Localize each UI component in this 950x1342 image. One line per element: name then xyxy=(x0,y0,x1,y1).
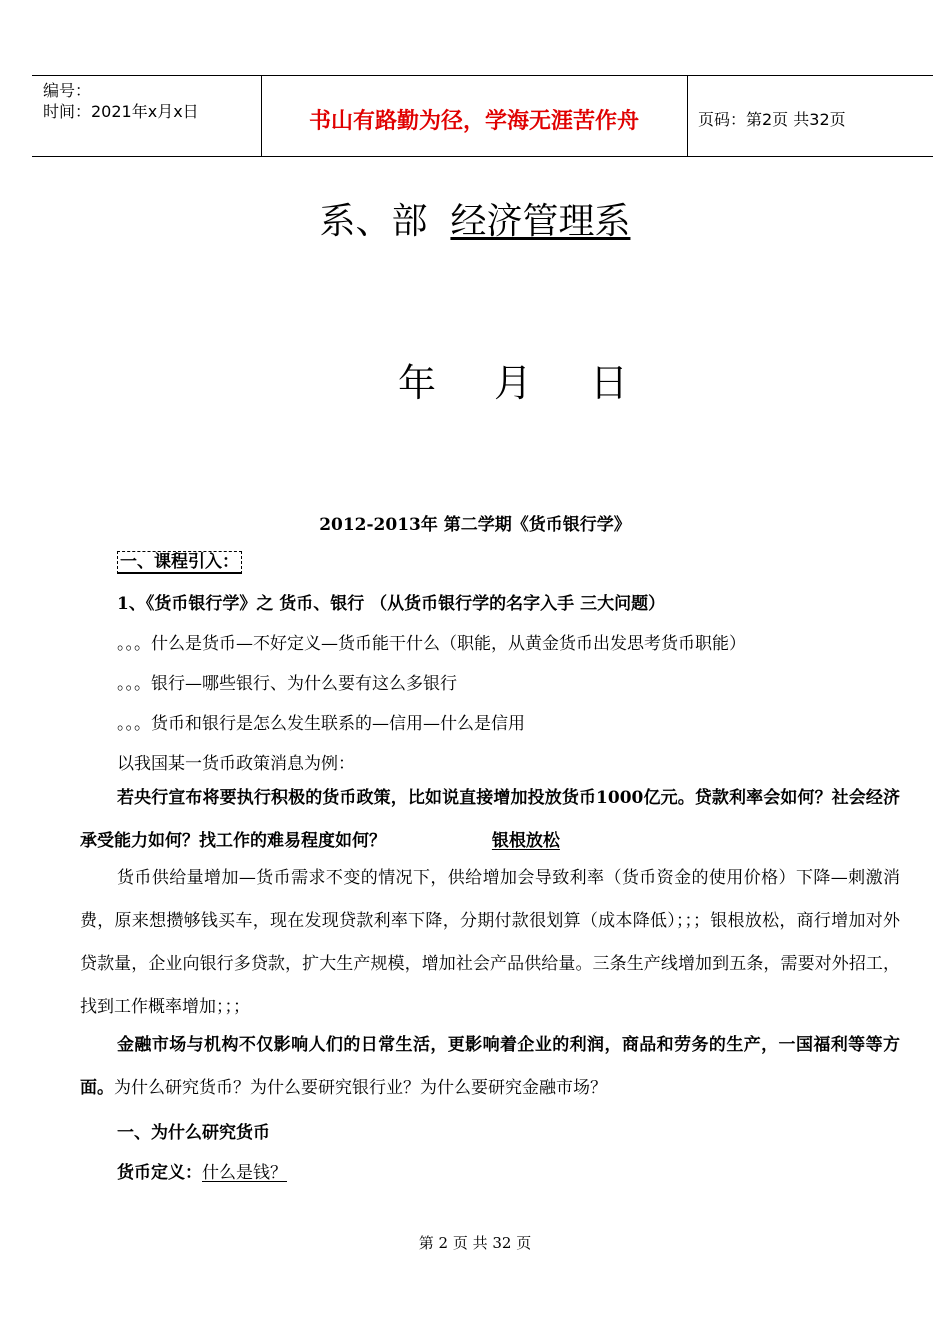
item-1: 1、《货币银行学》之 货币、银行 （从货币银行学的名字入手 三大问题） xyxy=(117,594,666,614)
date-month: 月 xyxy=(494,361,533,405)
money-definition-value: 什么是钱？ xyxy=(202,1163,287,1183)
header-table xyxy=(32,75,933,157)
question-3: 。。。货币和银行是怎么发生联系的—信用—什么是信用 xyxy=(117,714,525,734)
date-day: 日 xyxy=(590,361,629,405)
example-intro: 以我国某一货币政策消息为例： xyxy=(117,754,355,774)
finance-paragraph xyxy=(80,1024,900,1110)
question-1: 。。。什么是货币—不好定义—货币能干什么（职能，从黄金货币出发思考货币职能） xyxy=(117,634,746,654)
policy-tag: 银根放松 xyxy=(491,831,560,851)
question-2: 。。。银行—哪些银行、为什么要有这么多银行 xyxy=(117,674,457,694)
finance-bold-text: 金融市场与机构不仅影响人们的日常生活，更影响着企业的利润，商品和劳务的生产，一国福利等等方面。 xyxy=(80,1035,900,1098)
header-meta xyxy=(43,80,199,122)
department-prefix: 系、部 xyxy=(319,201,428,242)
explanation-paragraph: 货币供给量增加—货币需求不变的情况下，供给增加会导致利率（货币资金的使用价格）下降—刺激消费，原来想攒够钱买车，现在发现贷款利率下降，分期付款很划算（成本降低）；；；银根放松，商行增加对外贷款量，企业向银行多贷款，扩大生产规模，增加社会产品供给量。三条生产线增加到五条，需要对外招工，找到工作概率增加；；； xyxy=(80,868,900,1017)
number-label: 编号： xyxy=(43,81,92,100)
motto: 书山有路勤为径，学海无涯苦作舟 xyxy=(308,109,639,134)
page-footer: 第 2 页 共 32 页 xyxy=(418,1234,532,1252)
department-line xyxy=(0,193,950,244)
section-heading-2: 一、为什么研究货币 xyxy=(117,1123,270,1143)
term-title: 2012-2013年 第二学期《货币银行学》 xyxy=(319,515,631,535)
money-definition xyxy=(117,1158,287,1183)
date-year: 年 xyxy=(398,361,437,405)
header-divider xyxy=(687,76,688,156)
date-line xyxy=(398,352,628,407)
policy-question-paragraph xyxy=(80,777,900,863)
policy-question-text: 若央行宣布将要执行积极的货币政策，比如说直接增加投放货币1000亿元。贷款利率会如何？社会经济承受能力如何？找工作的难易程度如何？ xyxy=(80,788,900,851)
finance-questions: 为什么研究货币？为什么要研究银行业？为什么要研究金融市场？ xyxy=(114,1078,607,1098)
section-1-label: 一、课程引入： xyxy=(117,551,242,574)
header-page-info: 页码：第2页 共32页 xyxy=(698,110,846,129)
section-heading-1 xyxy=(117,547,242,572)
department-name: 经济管理系 xyxy=(450,201,631,242)
time-label: 时间：2021年x月x日 xyxy=(43,102,199,121)
money-definition-label: 货币定义： xyxy=(117,1163,202,1183)
